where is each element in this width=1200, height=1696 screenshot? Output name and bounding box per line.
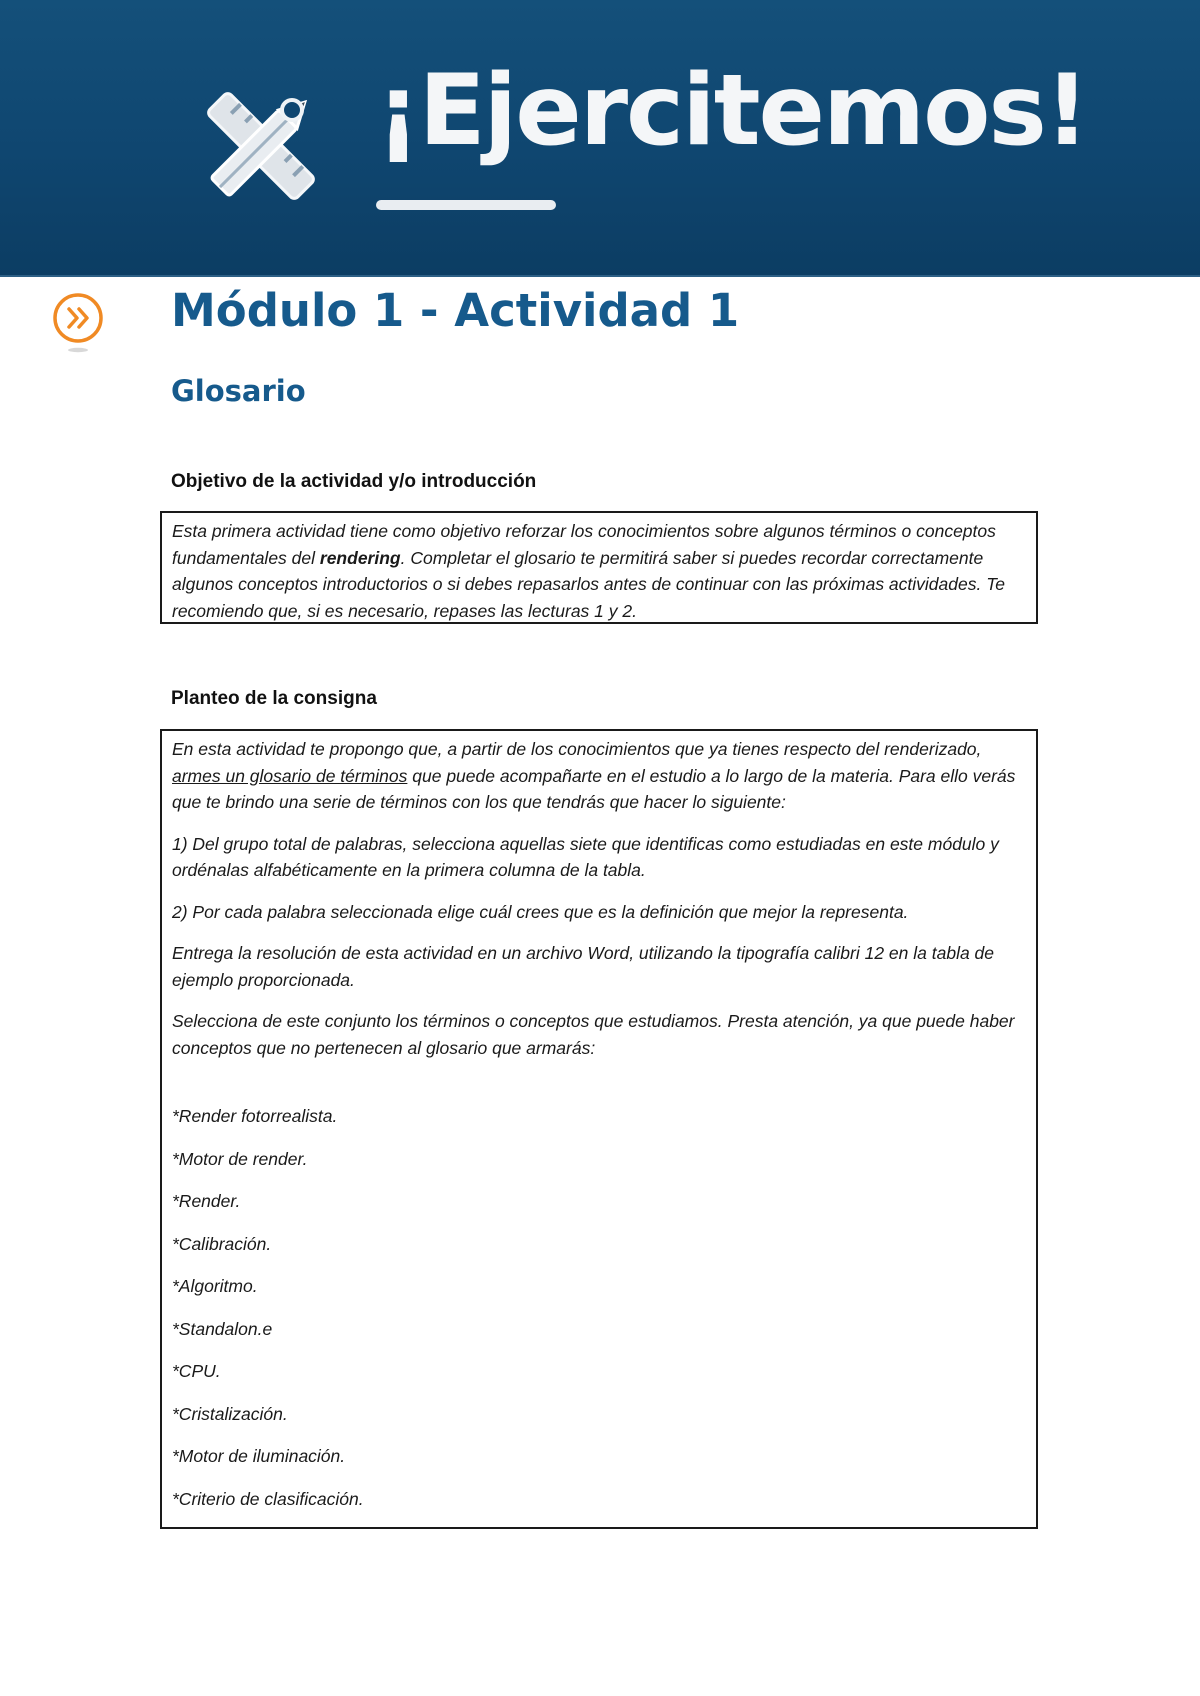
- subtitle: Glosario: [171, 374, 306, 408]
- banner-underline: [376, 200, 556, 210]
- list-item: *Motor de render.: [172, 1148, 308, 1169]
- instructions-heading: Planteo de la consigna: [171, 688, 377, 709]
- intro-underlined: armes un glosario de términos: [172, 765, 408, 786]
- list-item: *Motor de iluminación.: [172, 1446, 346, 1466]
- list-item: *Cristalización.: [172, 1403, 288, 1424]
- intro-text-part: En esta actividad te propongo que, a partir de los conocimientos que ya tienes respecto del renderizado,: [172, 739, 982, 759]
- step-1: 1) Del grupo total de palabras, selecciona aquellas siete que identificas como estudiadas en este módulo y ordénalas alfabéticamente en la primera columna de la tabla.: [172, 833, 999, 880]
- objective-bold-term: rendering: [319, 547, 401, 568]
- objective-text-part: . Completar el glosario te permitirá saber si puedes recordar correctamente algunos conceptos introductorios o si debes repasarlos antes de continuar con las próximas actividades. Te recomiendo que, si es necesario, repases las lecturas 1 y 2.: [172, 547, 1006, 621]
- instructions-box: [160, 729, 1038, 1529]
- list-item: *CPU.: [172, 1361, 221, 1381]
- list-item: *Render.: [172, 1191, 241, 1211]
- intro-text-part: que puede acompañarte en el estudio a lo largo de la materia. Para ello verás que te brindo una serie de términos con los que tendrás que hacer lo siguiente:: [172, 765, 1016, 812]
- double-chevron-circle-icon: [50, 290, 106, 360]
- objective-text-part: Esta primera actividad tiene como objetivo reforzar los conocimientos sobre algunos términos o conceptos fundamentales del: [172, 521, 996, 568]
- pencil-ruler-icon: [196, 86, 326, 206]
- header-banner: [0, 0, 1200, 277]
- spacer: [172, 1076, 1026, 1103]
- list-item: *Criterio de clasificación.: [172, 1488, 364, 1509]
- selection-note: Selecciona de este conjunto los términos o conceptos que estudiamos. Presta atención, ya que puede haber conceptos que no pertenecen al glosario que armarás:: [172, 1011, 1015, 1058]
- list-item: *Calibración.: [172, 1233, 272, 1254]
- list-item: *Algoritmo.: [172, 1276, 258, 1296]
- delivery-note: Entrega la resolución de esta actividad en un archivo Word, utilizando la tipografía calibri 12 en la tabla de ejemplo proporcionada.: [172, 943, 995, 990]
- step-2: 2) Por cada palabra seleccionada elige cuál crees que es la definición que mejor la representa.: [172, 901, 909, 922]
- list-item: *Render fotorrealista.: [172, 1106, 338, 1126]
- list-item: *Standalon.e: [172, 1318, 273, 1339]
- term-list: [172, 1103, 1026, 1512]
- objective-text: [172, 518, 1026, 624]
- instructions-intro: [172, 736, 1026, 816]
- module-title: Módulo 1 - Actividad 1: [171, 284, 740, 337]
- objective-box: [160, 511, 1038, 624]
- banner-title: ¡Ejercitemos!: [376, 54, 1088, 168]
- objective-heading: Objetivo de la actividad y/o introducción: [171, 471, 537, 492]
